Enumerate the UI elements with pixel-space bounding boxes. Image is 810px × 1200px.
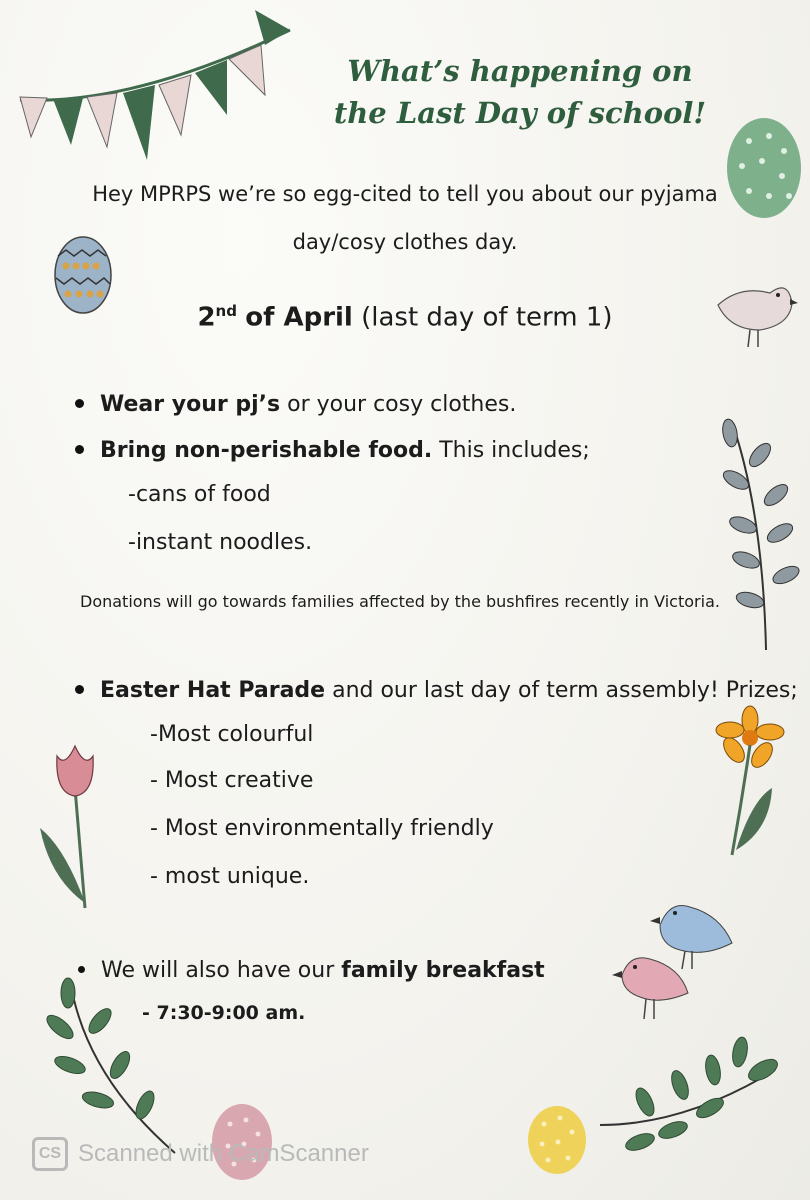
title-line-1: What’s happening on bbox=[347, 54, 693, 88]
event-date bbox=[0, 302, 810, 333]
bullet-bold: Bring non-perishable food. bbox=[100, 438, 433, 463]
date-suffix: nd bbox=[215, 302, 237, 320]
bullet-dot bbox=[78, 966, 85, 973]
intro-line-1: Hey MPRPS we’re so egg-cited to tell you about our pyjama bbox=[92, 182, 718, 206]
food-item: -cans of food bbox=[128, 482, 271, 507]
bullet-bold: family breakfast bbox=[341, 958, 545, 983]
leaf-branch-icon bbox=[718, 415, 808, 655]
bullet-text: or your cosy clothes. bbox=[280, 392, 517, 417]
daffodil-icon bbox=[712, 700, 802, 860]
camscanner-watermark bbox=[32, 1137, 369, 1171]
bullet-text: We will also have our bbox=[101, 958, 342, 983]
bullet-text: This includes; bbox=[432, 438, 590, 463]
date-day: 2 bbox=[197, 302, 216, 333]
bullet-dot bbox=[75, 445, 84, 454]
prize-item: -Most colourful bbox=[150, 722, 314, 747]
intro-line-2: day/cosy clothes day. bbox=[292, 230, 518, 254]
date-note: (last day of term 1) bbox=[361, 302, 613, 333]
intro-text bbox=[60, 170, 750, 266]
leaf-sprig-right-icon bbox=[595, 1030, 785, 1165]
bullet-bold: Easter Hat Parade bbox=[100, 678, 326, 703]
watermark-text: Scanned with CamScanner bbox=[78, 1140, 369, 1167]
two-birds-icon bbox=[610, 895, 740, 1030]
bullet-dot bbox=[75, 399, 84, 408]
donation-note: Donations will go towards families affected by the bushfires recently in Victoria. bbox=[80, 592, 720, 611]
prize-item: - most unique. bbox=[150, 864, 310, 889]
breakfast-time: - 7:30-9:00 am. bbox=[142, 1002, 306, 1024]
bullet-bold: Wear your pj’s bbox=[100, 392, 281, 417]
page-title bbox=[255, 50, 785, 134]
food-item: -instant noodles. bbox=[128, 530, 313, 555]
bullet-hat-parade bbox=[75, 676, 798, 706]
tulip-icon bbox=[35, 738, 115, 913]
camscanner-logo: CS bbox=[32, 1137, 68, 1171]
leaf-sprig-left-icon bbox=[40, 975, 180, 1160]
bullet-wear-pjs bbox=[75, 390, 516, 420]
yellow-egg-icon bbox=[526, 1102, 588, 1174]
bullet-text: and our last day of term assembly! Prizes; bbox=[325, 678, 798, 703]
prize-item: - Most creative bbox=[150, 768, 314, 793]
bullet-bring-food bbox=[75, 436, 590, 466]
date-month: of April bbox=[245, 302, 353, 333]
title-line-2: the Last Day of school! bbox=[333, 96, 707, 130]
bullet-dot bbox=[75, 685, 84, 694]
prize-item: - Most environmentally friendly bbox=[150, 816, 494, 841]
